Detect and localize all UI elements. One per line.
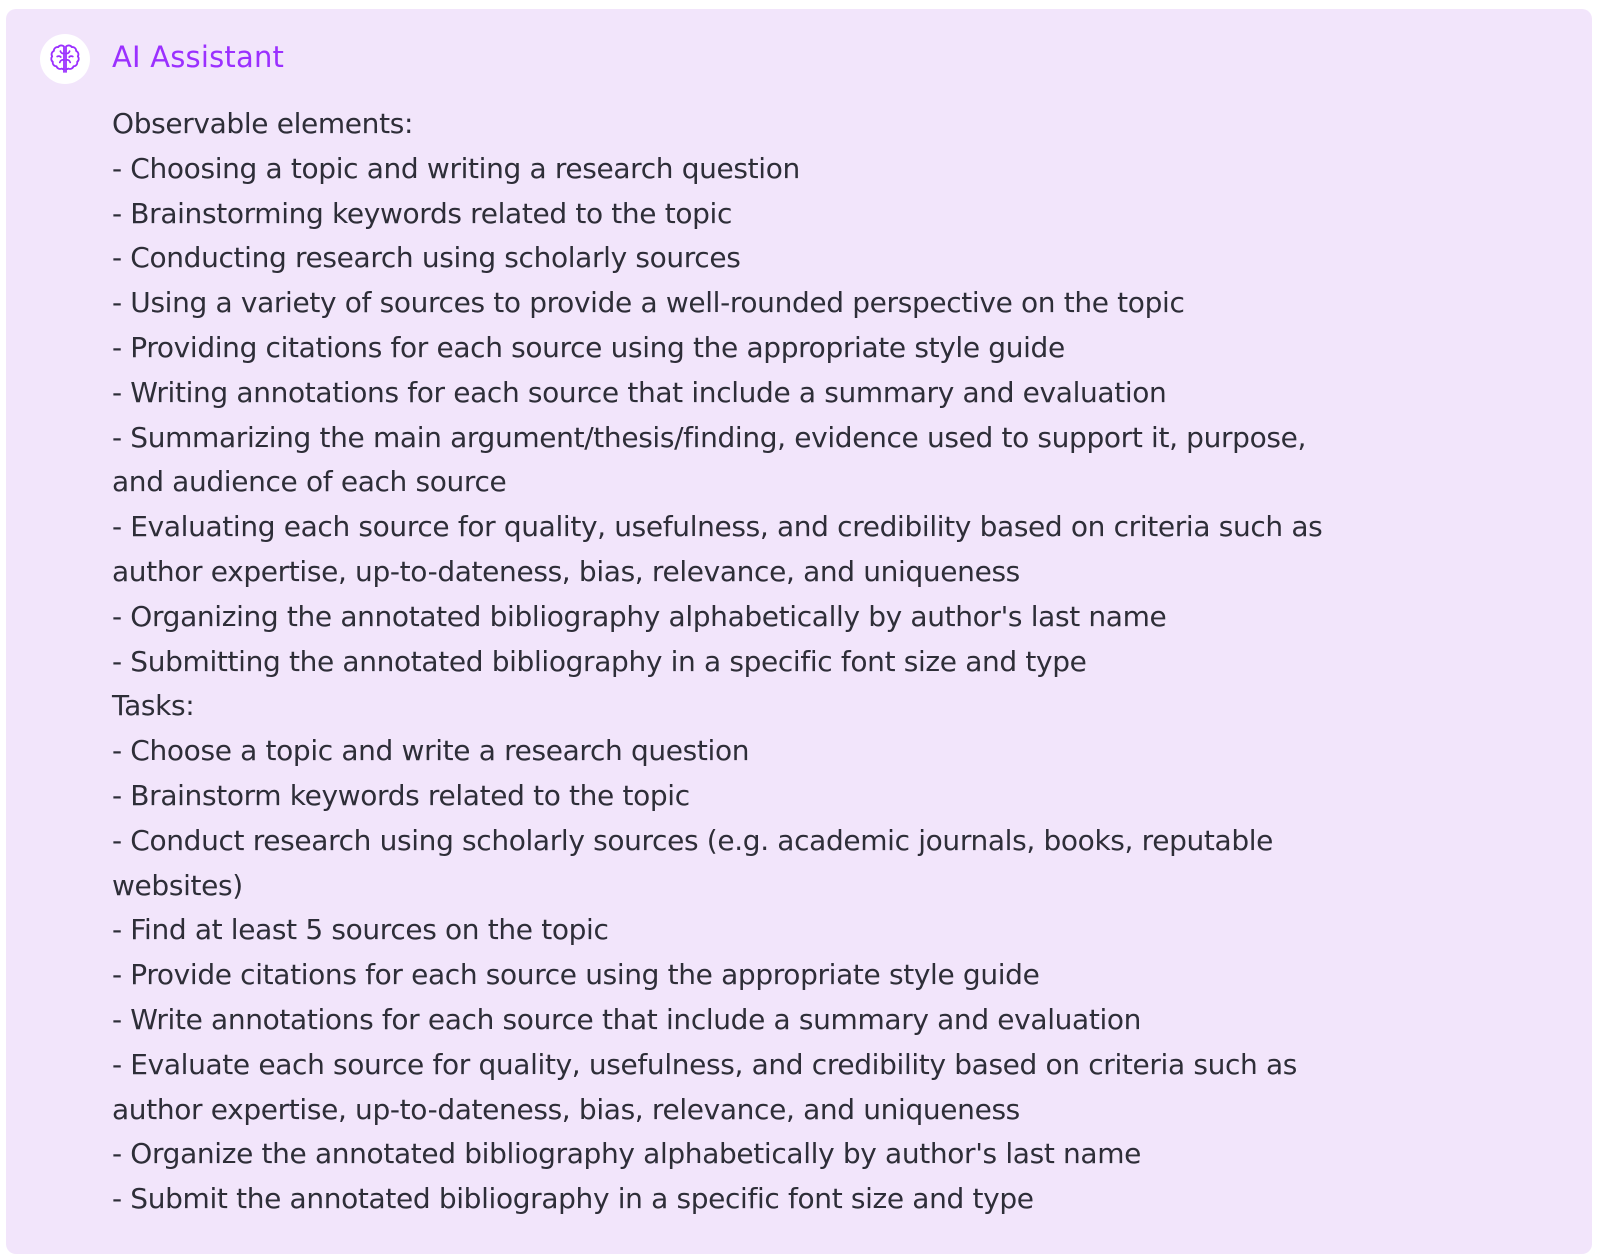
message-body: [112, 102, 1552, 1222]
message-line: - Provide citations for each source using the appropriate style guide: [112, 958, 1040, 992]
message-line: - Summarizing the main argument/thesis/finding, evidence used to support it, purpose,: [112, 420, 1307, 454]
assistant-message-card: [6, 9, 1592, 1254]
message-line: - Submit the annotated bibliography in a specific font size and type: [112, 1182, 1034, 1216]
message-line: - Organizing the annotated bibliography alphabetically by author's last name: [112, 599, 1167, 633]
message-line: and audience of each source: [112, 465, 507, 499]
message-line: - Evaluating each source for quality, usefulness, and credibility based on criteria such as: [112, 510, 1323, 544]
message-line: - Brainstorming keywords related to the topic: [112, 196, 733, 230]
message-line: Tasks:: [112, 689, 195, 723]
message-line: - Writing annotations for each source that include a summary and evaluation: [112, 375, 1167, 409]
message-line: - Find at least 5 sources on the topic: [112, 913, 609, 947]
message-line: - Using a variety of sources to provide a well-rounded perspective on the topic: [112, 286, 1185, 320]
assistant-avatar: [40, 34, 90, 84]
message-line: author expertise, up-to-dateness, bias, relevance, and uniqueness: [112, 554, 1020, 588]
message-line: Observable elements:: [112, 107, 414, 140]
message-line: - Brainstorm keywords related to the topic: [112, 778, 690, 812]
assistant-name: AI Assistant: [112, 40, 285, 74]
message-line: author expertise, up-to-dateness, bias, relevance, and uniqueness: [112, 1092, 1020, 1126]
message-line: - Choosing a topic and writing a research question: [112, 151, 800, 185]
brain-icon: [47, 41, 83, 77]
message-line: - Choose a topic and write a research question: [112, 734, 750, 768]
message-line: - Write annotations for each source that include a summary and evaluation: [112, 1002, 1142, 1036]
message-line: - Organize the annotated bibliography alphabetically by author's last name: [112, 1137, 1142, 1171]
message-line: - Providing citations for each source using the appropriate style guide: [112, 330, 1065, 364]
message-line: - Conducting research using scholarly sources: [112, 241, 741, 275]
message-line: - Evaluate each source for quality, usefulness, and credibility based on criteria such as: [112, 1047, 1298, 1081]
message-line: websites): [112, 868, 243, 902]
message-line: - Submitting the annotated bibliography in a specific font size and type: [112, 644, 1087, 678]
message-line: - Conduct research using scholarly sources (e.g. academic journals, books, reputable: [112, 823, 1274, 857]
